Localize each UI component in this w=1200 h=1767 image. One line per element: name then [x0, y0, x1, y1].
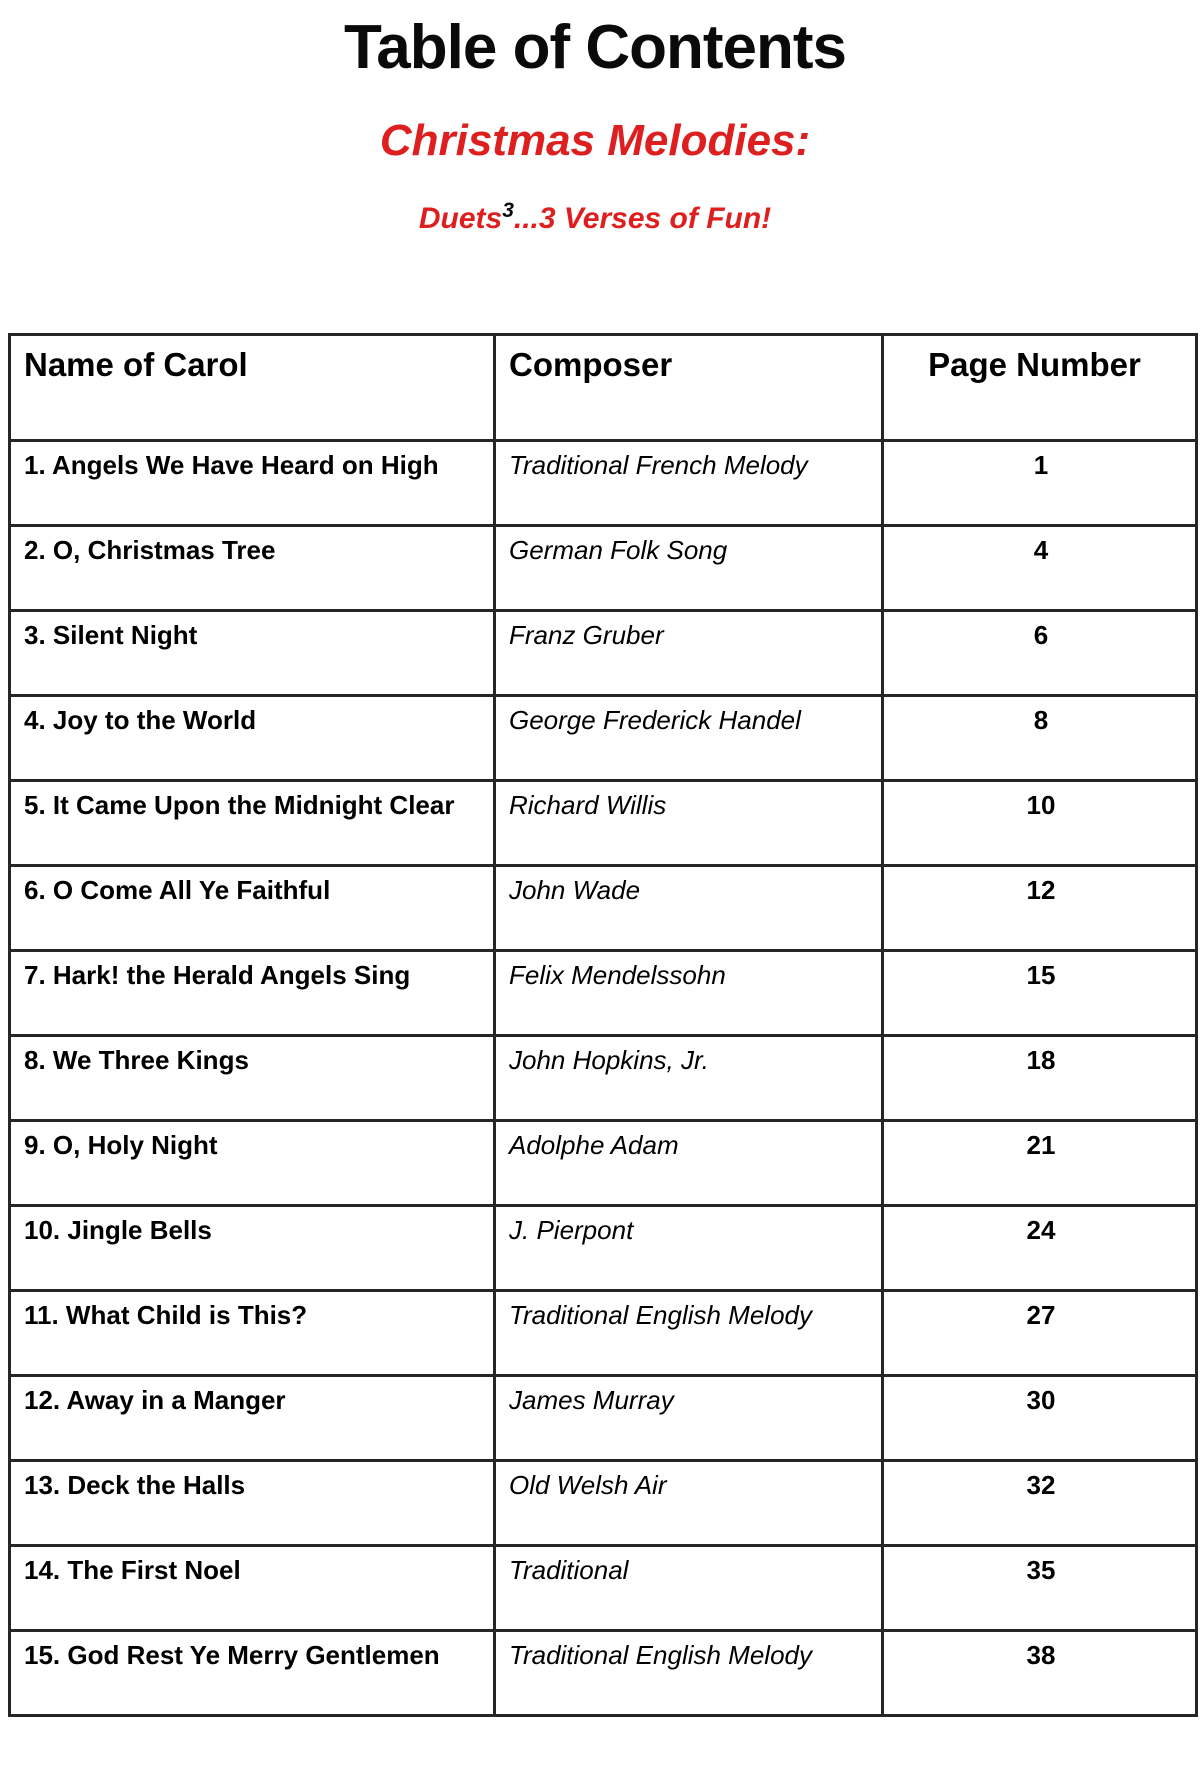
table-row [10, 441, 1197, 526]
table-header-row [10, 335, 1197, 441]
table-row [10, 781, 1197, 866]
collection-title: Christmas Melodies: [379, 116, 811, 165]
page-number-cell: 24 [883, 1206, 1197, 1291]
composer-cell: John Wade [495, 866, 883, 951]
header-composer: Composer [495, 335, 883, 441]
carol-name-cell: 11. What Child is This? [10, 1291, 495, 1376]
table-row [10, 1631, 1197, 1716]
table-row [10, 696, 1197, 781]
composer-cell: Adolphe Adam [495, 1121, 883, 1206]
carol-name-cell: 1. Angels We Have Heard on High [10, 441, 495, 526]
carol-table [8, 333, 1198, 1717]
composer-cell: Traditional English Melody [495, 1631, 883, 1716]
carol-name-cell: 15. God Rest Ye Merry Gentlemen [10, 1631, 495, 1716]
page-number-cell: 18 [883, 1036, 1197, 1121]
subtitle-suffix: ...3 Verses of Fun! [513, 202, 772, 235]
composer-cell: Traditional English Melody [495, 1291, 883, 1376]
carol-name-cell: 4. Joy to the World [10, 696, 495, 781]
page-number-cell: 27 [883, 1291, 1197, 1376]
composer-cell: Richard Willis [495, 781, 883, 866]
composer-cell: James Murray [495, 1376, 883, 1461]
table-row [10, 526, 1197, 611]
page-number-cell: 21 [883, 1121, 1197, 1206]
carol-name-cell: 9. O, Holy Night [10, 1121, 495, 1206]
page-number-cell: 10 [883, 781, 1197, 866]
composer-cell: German Folk Song [495, 526, 883, 611]
table-row [10, 1036, 1197, 1121]
carol-name-cell: 6. O Come All Ye Faithful [10, 866, 495, 951]
page-number-cell: 1 [883, 441, 1197, 526]
page-number-cell: 6 [883, 611, 1197, 696]
page-number-cell: 4 [883, 526, 1197, 611]
composer-cell: Old Welsh Air [495, 1461, 883, 1546]
composer-cell: George Frederick Handel [495, 696, 883, 781]
page-number-cell: 15 [883, 951, 1197, 1036]
page-title: Table of Contents [344, 13, 846, 82]
table-row [10, 1376, 1197, 1461]
carol-name-cell: 3. Silent Night [10, 611, 495, 696]
page-number-cell: 12 [883, 866, 1197, 951]
carol-name-cell: 13. Deck the Halls [10, 1461, 495, 1546]
page-number-cell: 32 [883, 1461, 1197, 1546]
carol-name-cell: 2. O, Christmas Tree [10, 526, 495, 611]
subtitle-superscript: 3 [502, 199, 514, 222]
table-row [10, 1546, 1197, 1631]
carol-name-cell: 5. It Came Upon the Midnight Clear [10, 781, 495, 866]
page-number-cell: 35 [883, 1546, 1197, 1631]
page-number-cell: 30 [883, 1376, 1197, 1461]
subtitle-prefix: Duets [418, 202, 503, 235]
header-page-number: Page Number [883, 335, 1197, 441]
table-row [10, 1121, 1197, 1206]
carol-name-cell: 10. Jingle Bells [10, 1206, 495, 1291]
table-row [10, 1206, 1197, 1291]
table-row [10, 611, 1197, 696]
page-number-cell: 8 [883, 696, 1197, 781]
composer-cell: Felix Mendelssohn [495, 951, 883, 1036]
composer-cell: John Hopkins, Jr. [495, 1036, 883, 1121]
page-number-cell: 38 [883, 1631, 1197, 1716]
composer-cell: Franz Gruber [495, 611, 883, 696]
table-row [10, 866, 1197, 951]
carol-name-cell: 12. Away in a Manger [10, 1376, 495, 1461]
composer-cell: J. Pierpont [495, 1206, 883, 1291]
header-name-of-carol: Name of Carol [10, 335, 495, 441]
carol-name-cell: 7. Hark! the Herald Angels Sing [10, 951, 495, 1036]
composer-cell: Traditional [495, 1546, 883, 1631]
carol-table-body [10, 441, 1197, 1716]
table-row [10, 951, 1197, 1036]
collection-subtitle [0, 199, 1190, 236]
carol-name-cell: 14. The First Noel [10, 1546, 495, 1631]
table-row [10, 1291, 1197, 1376]
carol-name-cell: 8. We Three Kings [10, 1036, 495, 1121]
table-row [10, 1461, 1197, 1546]
composer-cell: Traditional French Melody [495, 441, 883, 526]
